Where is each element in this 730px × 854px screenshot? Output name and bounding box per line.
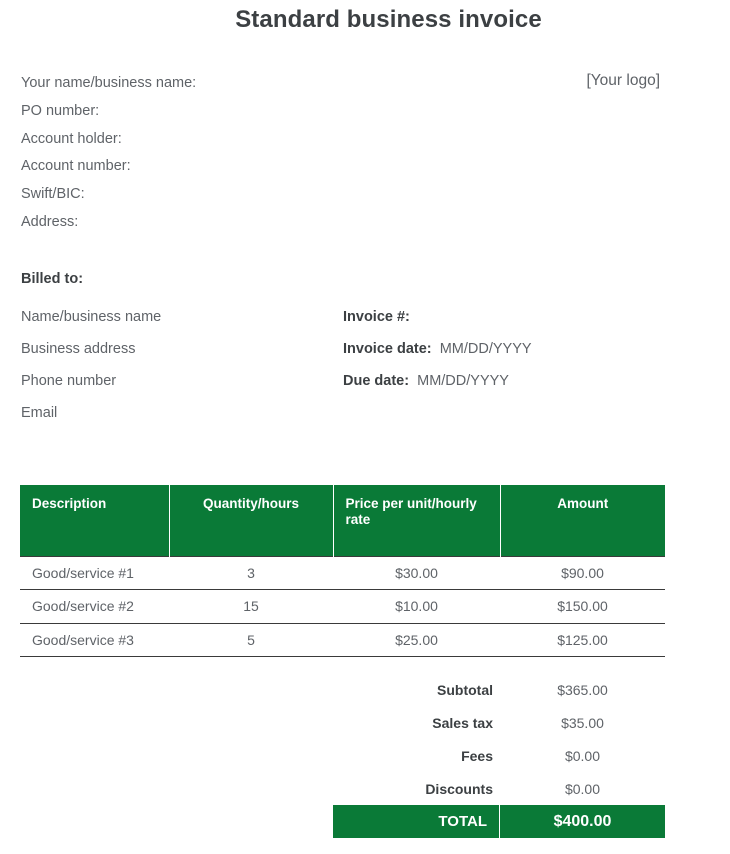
cell-description: Good/service #2: [20, 590, 169, 624]
table-header-row: [20, 485, 665, 556]
invoice-meta-block: [343, 301, 673, 397]
line-items-table: [20, 485, 665, 657]
invoice-date-row: [343, 333, 673, 365]
totals-block: [333, 673, 665, 838]
due-date-row: [343, 365, 673, 397]
cell-description: Good/service #1: [20, 556, 169, 590]
column-header-quantity: Quantity/hours: [169, 485, 333, 556]
cell-amount: $125.00: [500, 623, 665, 657]
address-label: Address:: [21, 213, 79, 230]
billed-to-heading: Billed to:: [21, 271, 84, 287]
column-header-amount: Amount: [500, 485, 665, 556]
seller-details-block: [21, 70, 441, 237]
client-email-label: Email: [21, 405, 58, 421]
account-number-label: Account number:: [21, 158, 131, 175]
due-date-label: Due date:: [343, 373, 414, 389]
cell-quantity: 3: [169, 556, 333, 590]
invoice-number-row: [343, 301, 673, 333]
due-date-value: MM/DD/YYYY: [417, 373, 509, 389]
discounts-label: Discounts: [425, 780, 493, 797]
discounts-value: $0.00: [564, 780, 601, 797]
seller-name-label: Your name/business name:: [21, 75, 197, 91]
column-header-price: Price per unit/hourly rate: [333, 485, 500, 556]
client-phone-label: Phone number: [21, 373, 117, 389]
cell-description: Good/service #3: [20, 623, 169, 657]
client-address-label: Business address: [21, 341, 136, 357]
grand-total-label: TOTAL: [333, 805, 500, 838]
swift-bic-label: Swift/BIC:: [21, 186, 85, 203]
subtotal-value: $365.00: [557, 681, 608, 698]
cell-quantity: 5: [169, 623, 333, 657]
account-holder-label: Account holder:: [21, 130, 122, 147]
invoice-date-value: MM/DD/YYYY: [439, 341, 532, 357]
cell-amount: $150.00: [500, 590, 665, 624]
table-row: [20, 590, 665, 624]
sales-tax-value: $35.00: [561, 714, 604, 731]
discounts-row: [333, 772, 665, 805]
subtotal-label: Subtotal: [437, 681, 493, 698]
grand-total-value: $400.00: [553, 812, 612, 830]
cell-price: $10.00: [333, 590, 500, 624]
cell-amount: $90.00: [500, 556, 665, 590]
client-name-label: Name/business name: [21, 309, 162, 325]
sales-tax-row: [333, 706, 665, 739]
sales-tax-label: Sales tax: [432, 714, 493, 731]
grand-total-row: [333, 805, 665, 838]
cell-price: $25.00: [333, 623, 500, 657]
cell-price: $30.00: [333, 556, 500, 590]
table-row: [20, 623, 665, 657]
po-number-label: PO number:: [21, 102, 100, 119]
invoice-number-label: Invoice #:: [343, 309, 410, 325]
billed-to-block: [21, 269, 321, 429]
cell-quantity: 15: [169, 590, 333, 624]
invoice-date-label: Invoice date:: [343, 341, 436, 357]
fees-value: $0.00: [564, 747, 601, 764]
table-row: [20, 556, 665, 590]
fees-row: [333, 739, 665, 772]
fees-label: Fees: [461, 747, 493, 764]
logo-placeholder: [Your logo]: [586, 72, 660, 89]
column-header-description: Description: [20, 485, 169, 556]
page-title: Standard business invoice: [235, 6, 542, 33]
subtotal-row: [333, 673, 665, 706]
